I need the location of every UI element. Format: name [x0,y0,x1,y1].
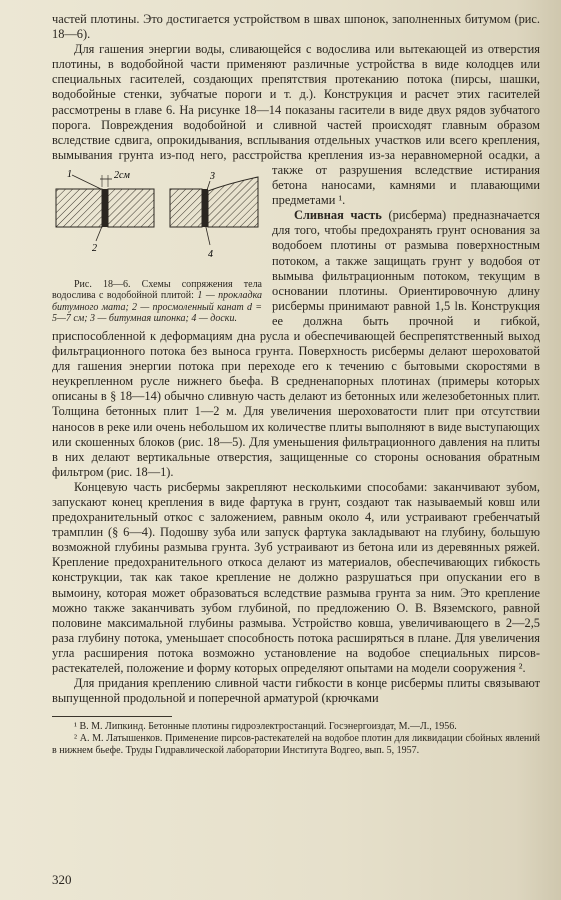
caption-legend: 1 — прокладка битумного мата; 2 — просмоленный канат d = 5—7 см; 3 — битумная шпонка; 4 — доски. [52,290,263,325]
footnote-1: ¹ В. М. Липкинд. Бетонные плотины гидроэлектростанций. Госэнергоиздат, М.—Л., 1956. [74,721,457,733]
paragraph-3-text: (рисберма) предназначается для того, чтобы предохранять грунт основания за водобоем плотины от размыва поверхностным потоком, а также защищать грунт у водобоя от вымыва фильтрационным потоком, текущим в основании плотины. Ориентировочную длину рисбермы принимают равной 1,5 lв. Конструкция ее должна быть прочной и гибкой, приспособленной к деформациям дна русла и обеспечивающей беспрепятственный выход фильтрационного потока без выноса грунта. Поверхность рисбермы делают шероховатой для гашения энергии потока при переходе его к течению с бытовыми скоростями в неукрепленном русле нижнего бьефа. В средненапорных плотинах (примеры которых описаны в § 18—14) обычно сливную часть делают из бетонных или железобетонных плит. Толщина бетонных плит 1—2 м. Для увеличения шероховатости плит при отсутствии наносов в реке или очень небольшом их количестве плиты выполняют в виде выступающих или скошенных блоков (рис. 18—5). Для уменьшения фильтрационного давления на плиты в них делают вертикальные отверстия, защищенные со стороны основания обратным фильтром (рис. 18—1). [52,208,541,479]
label-2: 2 [92,242,97,254]
label-4: 4 [208,248,213,260]
paragraph-2-end: осадки, а также от разрушения вследствие истирания бетона наносами, камнями и плавающими предметами ¹. [272,147,540,208]
footnote-2: ² А. М. Латышенков. Применение пирсов-растекателей на водобое плотин для ликвидации сбойных явлений в нижнем бьефе. Труды Гидравлической лаборатории Института Водгео, вып. 5, 1957. [52,733,540,757]
paragraph-2-start: Для гашения энергии воды, сливающейся с водослива или вытекающей из отверстия плотины, в водобойной части применяют различные устройства в виде колодцев или специальных гасителей, создающих препятствия протеканию потока (пирсы, шашки, водобойные стенки, зубчатые пороги и т. д.). Конструкция и расчет этих гасителей рассмотрены в главе 6. На рисунке 18—14 показаны гасители в виде двух рядов зубчатого порога. Повреждения водобойной и сливной частей происходят главным образом вследствие сдвига, опрокидывания, всплывания отдельных участков или всего крепления, вымывания грунта из-под него, расстройства крепления из-за неравномерной [52,42,540,162]
caption-title: Рис. 18—6. Схемы сопряжения тела водослива с водобойной плитой: [52,278,262,302]
paragraph-1: частей плотины. Это достигается устройством в швах шпонок, заполненных битумом (рис. 18—6). [52,12,540,42]
label-2cm: 2см [114,169,130,181]
text-column [52,12,540,757]
figure-caption [52,279,262,325]
figure-18-6 [52,167,262,325]
paragraph-4: Концевую часть рисбермы закрепляют несколькими способами: заканчивают зубом, запускают конец крепления в виде фартука в грунт, создают так называемый ковш или предохранительный откос с заложением, равным около 4, или устраивают гребенчатый трамплин (§ 6—4). Подошву зуба или запуск фартука закладывают на глубину, большую возможной глубины размыва грунта. Зуб устраивают из бетона или из деревянных ряжей. Крепление предохранительного откоса делают из материалов, обеспечивающих гибкость конструкции, так как такое крепление не должно разрушаться при опускании его в вымоину, которая может образоваться вследствие размыва грунта за ним. Это крепление можно также заканчивать зубом глубиной, по предложению О. В. Вяземского, равной половине максимальной глубины размыва. Устройство ковша, увеличивающего в 2—2,5 раза глубину потока, уменьшает способность потока расширяться в плане. Для увеличения угла расширения потока возможно установление на водобое специальных пирсов-растекателей, положение и форму которых определяют опытами на модели сооружения ². [52,479,540,676]
figure-drawing [52,167,262,277]
page-number: 320 [52,872,72,887]
paragraph-5: Для придания креплению сливной части гибкости в конце рисбермы плиты связывают выпущенной продольной и поперечной арматурой (крючками [52,676,540,706]
footnote-divider [52,716,172,717]
label-1: 1 [67,168,72,180]
label-3: 3 [210,170,215,182]
term-slivnaya-chast: Сливная часть [294,208,382,223]
